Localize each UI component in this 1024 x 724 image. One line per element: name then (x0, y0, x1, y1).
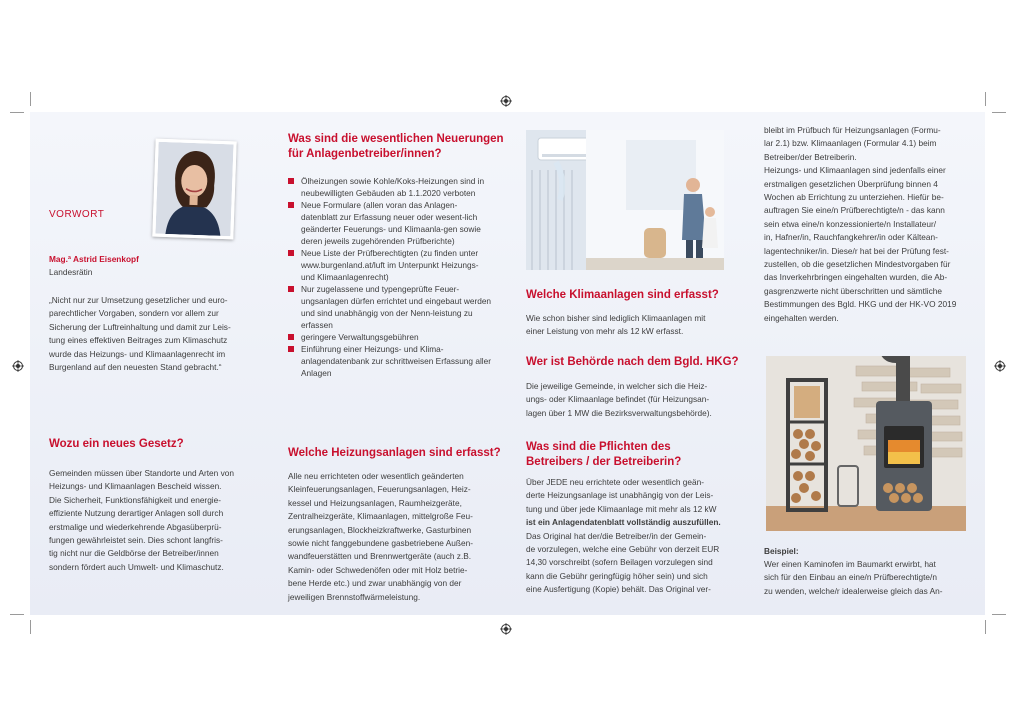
list-item: geringere Verwaltungsgebühren (288, 331, 493, 343)
example-text: Wer einen Kaminofen im Baumarkt erwirbt, hat sich für den Einbau an eine/n Prüfberechtigte/n zu wenden, welche/r idealerweise gleich das An- (764, 559, 943, 596)
panel-neuerungen (268, 112, 506, 615)
heading-behoerde: Wer ist Behörde nach dem Bgld. HKG? (526, 356, 739, 368)
list-item: Ölheizungen sowie Kohle/Koks-Heizungen sind in neubewilligten Gebäuden ab 1.1.2020 verboten (288, 175, 493, 199)
foreword-quote: „Nicht nur zur Umsetzung gesetzlicher und euro- parechtlicher Vorgaben, sondern vor allem zur Sicherung der Luftreinhaltung und damit zur Leis- tung eines effektiven Beitrages zum Klimaschutz wurde das Heizungs- und Klimaanlagenrecht im Burgenland auf den neuesten Stand gebracht.“ (49, 295, 231, 373)
author-name: Mag.ª Astrid Eisenkopf (49, 254, 139, 264)
list-item: Einführung einer Heizungs- und Klima-anlagendatenbank zur schrittweisen Erfassung aller Anlagen (288, 343, 493, 379)
body-behoerde: Die jeweilige Gemeinde, in welcher sich die Heiz- ungs- oder Klimaanlage befindet (für Heizungsan- lagen über 1 MW die Bezirksverwaltungsbehörde). (526, 381, 712, 418)
registration-mark-icon (994, 360, 1006, 372)
body-wozu: Gemeinden müssen über Standorte und Arten von Heizungs- und Klimaanlagen Bescheid wissen. Die Sicherheit, Funktionsfähigkeit und energie- effiziente Nutzung derartiger Anlagen soll durch erstmalige und wiederkehrende Abgasüberprü- fungen gewährleistet sein. Dies schont langfris- tig nicht nur die Geldbörse der Betreiber/innen sondern fördert auch Umwelt- und Klimaschutz. (49, 468, 234, 572)
registration-mark-icon (500, 95, 512, 107)
crop-mark (985, 620, 986, 634)
crop-mark (30, 620, 31, 634)
air-conditioning-photo (526, 130, 724, 270)
panel-klimaanlagen (506, 112, 744, 615)
body-pflichten: Über JEDE neu errichtete oder wesentlich geän- derte Heizungsanlage ist unabhängig von der Leis- tung und über jede Klimaanlage mit mehr als 12 kW ist ein Anlagendatenblatt vollständig auszufüllen. Das Original hat der/die Betreiber/in der Gemein- de vorzulegen, welche eine Gebühr von derzeit EUR 14,30 vorschreibt (sofern Beilagen vorzulegen sind kann die Gebühr geringfügig höher sein) und sich eine Ausfertigung (Kopie) behält. Das Original ver- (526, 477, 721, 595)
crop-mark (10, 614, 24, 615)
registration-mark-icon (12, 360, 24, 372)
neuerungen-list (288, 175, 493, 379)
list-item: Neue Formulare (allen voran das Anlagen-datenblatt zur Erfassung neuer oder wesent-lich geänderter Feuerungs- und Klimaanla-gen sowie deren jeweils zugehörenden Prüfberichte) (288, 199, 493, 247)
crop-mark (992, 614, 1006, 615)
body-pruefung: bleibt im Prüfbuch für Heizungsanlagen (Formu- lar 2.1) bzw. Klimaanlagen (Formular 4.1) beim Betreiber/der Betreiberin. Heizungs- und Klimaanlagen sind jedenfalls einer erstmaligen gesetzlichen Überprüfung binnen 4 Wochen ab Errichtung zu unterziehen. Hiefür be- auftragen Sie eine/n Prüfberechtigte/n - das kann sein etwa eine/n konzessionierte/n Installateur/ in, Hafner/in, Rauchfangkehrer/in oder Kältean- lagentechniker/in. Diese/r hat bei der Prüfung fest- zustellen, ob die gesetzlichen Mindestvorgaben für das Inverkehrbringen eingehalten wurden, die Ab- gasgrenzwerte nicht überschritten und sämtliche Bestimmungen des Bgld. HKG und der HK-VO 2019 eingehalten werden. (764, 125, 957, 323)
heading-neuerungen: Was sind die wesentlichen Neuerungen für Anlagenbetreiber/innen? (288, 133, 504, 160)
heading-klimaanlagen: Welche Klimaanlagen sind erfasst? (526, 289, 719, 301)
section-label: VORWORT (49, 209, 105, 220)
crop-mark (985, 92, 986, 106)
panel-vorwort (30, 112, 268, 615)
crop-mark (10, 112, 24, 113)
list-item: Nur zugelassene und typengeprüfte Feuer-ungsanlagen dürfen errichtet und eingebaut werden und sind unabhängig von der Nenn-leistung zu erfassen (288, 283, 493, 331)
author-role: Landesrätin (49, 267, 93, 277)
registration-mark-icon (500, 623, 512, 635)
body-klimaanlagen: Wie schon bisher sind lediglich Klimaanlagen mit einer Leistung von mehr als 12 kW erfasst. (526, 313, 706, 337)
heading-wozu: Wozu ein neues Gesetz? (49, 438, 184, 450)
heading-heizungsanlagen: Welche Heizungsanlagen sind erfasst? (288, 447, 501, 459)
crop-mark (992, 112, 1006, 113)
stove-photo (766, 356, 966, 531)
body-heizungsanlagen: Alle neu errichteten oder wesentlich geänderten Kleinfeuerungsanlagen, Feuerungsanlagen, Heiz- kessel und Heizungsanlagen, Raumheizgeräte, Zentralheizgeräte, Klimaanlagen, mittelgroße Feu- erungsanlagen, Blockheizkraftwerke, Gasturbinen sowie nicht fanggebundene gasbetriebene Außen- wandfeuerstätten und Brennwertgeräte (auch z.B. Kamin- oder Schwedenöfen oder mit Holz betrie- bene Herde etc.) und zwar unabhängig von der jeweiligen Brennstoffwärmeleistung. (288, 471, 473, 602)
panel-pruefung (744, 112, 985, 615)
crop-mark (30, 92, 31, 106)
portrait-photo (152, 139, 236, 240)
example-label: Beispiel: (764, 546, 799, 556)
list-item: Neue Liste der Prüfberechtigten (zu finden unter www.burgenland.at/luft im Unterpunkt Heizungs- und Klimaanlagenrecht) (288, 247, 493, 283)
heading-pflichten: Was sind die Pflichten des Betreibers / der Betreiberin? (526, 441, 682, 468)
